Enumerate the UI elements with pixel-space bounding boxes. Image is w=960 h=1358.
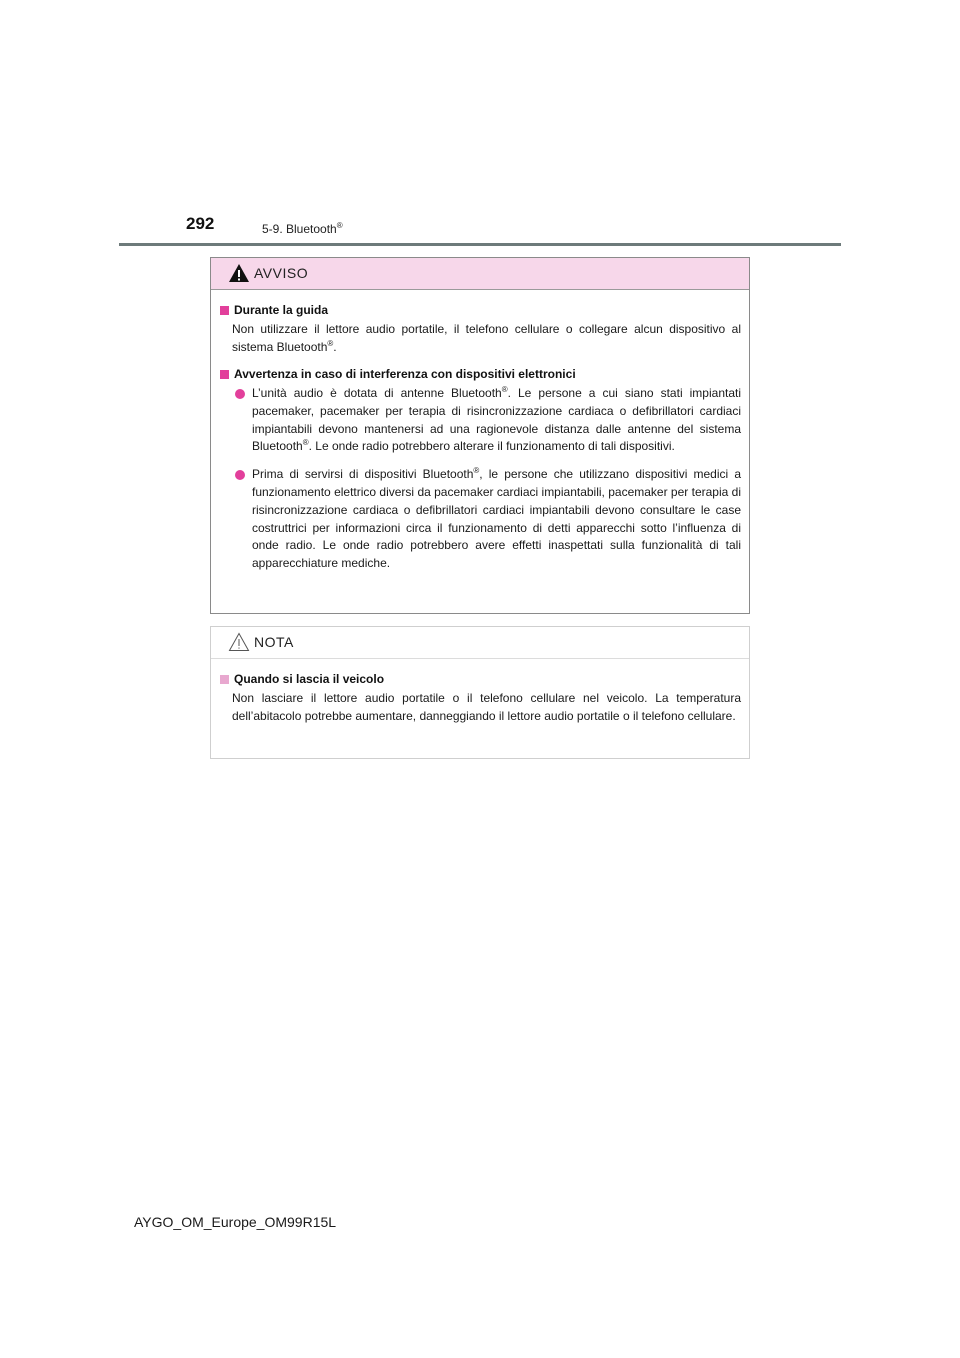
registered-mark: ® bbox=[336, 221, 343, 230]
bullet-text: . Le persone a cui siano stati impiantati pacemaker, pacemaker per terapia di risincronizzazione cardiaca o defibrillatori cardiaci impiantabili devono mantenersi ad una ragionevole distanza dalle antenne del sistema Bluetooth bbox=[252, 386, 741, 454]
registered-mark: ® bbox=[473, 466, 480, 476]
circle-bullet-icon bbox=[235, 470, 245, 480]
header-rule bbox=[119, 243, 841, 246]
warning-triangle-icon bbox=[228, 263, 250, 283]
paragraph-text: Non utilizzare il lettore audio portatile, il telefono cellulare o collegare alcun dispositivo al sistema Bluetooth bbox=[232, 322, 741, 354]
registered-mark: ® bbox=[501, 385, 508, 394]
bullet-text: , le persone che utilizzano dispositivi medici a funzionamento elettrico diversi da pacemaker cardiaci impiantabili, pacemaker per terapia di risincronizzazione cardiaca o defibrillatori cardiaci impiantabili devono consultare le case costruttrici per informazioni circa il funzionamento di detti apparecchi sotto l’influenza di onde radio. Le onde radio potrebbero avere effetti inaspettati sulla funzionalità di tali apparecchiature mediche. bbox=[252, 467, 741, 571]
square-bullet-icon bbox=[220, 675, 229, 684]
paragraph-driving bbox=[220, 321, 741, 356]
note-label: NOTA bbox=[254, 634, 294, 650]
square-bullet-icon bbox=[220, 370, 229, 379]
note-box bbox=[210, 626, 750, 759]
section-heading-leaving-vehicle bbox=[220, 671, 741, 688]
section-title-text: 5-9. Bluetooth bbox=[262, 222, 337, 236]
heading-text: Durante la guida bbox=[234, 303, 329, 317]
heading-text: Avvertenza in caso di interferenza con dispositivi elettronici bbox=[234, 367, 576, 381]
warning-label: AVVISO bbox=[254, 265, 309, 281]
bullet-item bbox=[220, 466, 741, 573]
square-bullet-icon bbox=[220, 306, 229, 315]
note-box-header bbox=[211, 627, 749, 659]
page-number: 292 bbox=[186, 214, 215, 233]
bullet-text: . Le onde radio potrebbero alterare il funzionamento di tali dispositivi. bbox=[308, 439, 675, 454]
warning-box-header bbox=[211, 258, 749, 290]
warning-box-body bbox=[211, 290, 749, 573]
paragraph-tail: . bbox=[333, 339, 337, 354]
registered-mark: ® bbox=[302, 438, 309, 448]
section-heading-interference bbox=[220, 366, 741, 383]
paragraph-leaving-vehicle: Non lasciare il lettore audio portatile o il telefono cellulare nel veicolo. La temperatura dell’abitacolo potrebbe aumentare, danneggiando il lettore audio portatile o il telefono cellulare. bbox=[232, 691, 741, 723]
bullet-text: Prima di servirsi di dispositivi Bluetooth bbox=[252, 467, 474, 482]
footer-doc-id: AYGO_OM_Europe_OM99R15L bbox=[134, 1214, 337, 1230]
note-box-body bbox=[211, 659, 749, 725]
caution-triangle-outline-icon bbox=[228, 632, 250, 652]
section-heading-driving bbox=[220, 302, 741, 319]
circle-bullet-icon bbox=[235, 389, 245, 399]
heading-text: Quando si lascia il veicolo bbox=[234, 672, 385, 686]
bullet-item bbox=[220, 385, 741, 456]
warning-box bbox=[210, 257, 750, 614]
bullet-text: L’unità audio è dotata di antenne Bluetooth bbox=[252, 386, 502, 400]
registered-mark: ® bbox=[327, 338, 334, 348]
section-title bbox=[262, 221, 343, 236]
